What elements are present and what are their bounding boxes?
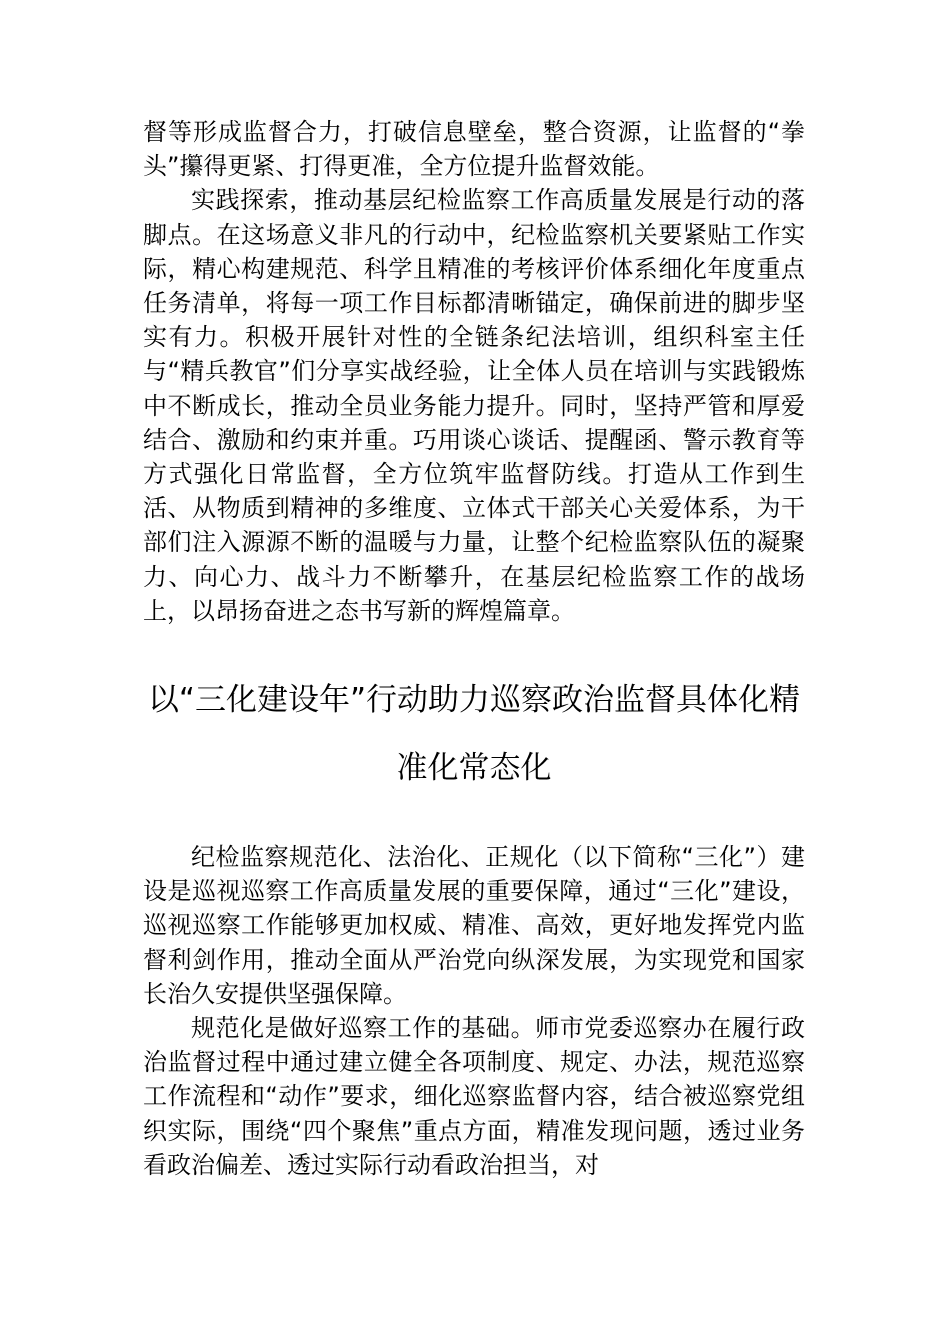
- article-heading-block: [143, 666, 805, 802]
- paragraph-supervision-synergy: 督等形成监督合力，打破信息壁垒，整合资源，让监督的“拳头”攥得更紧、打得更准，全方位提升监督效能。: [143, 118, 805, 181]
- article-continuation: [143, 115, 805, 628]
- document-page: [143, 115, 805, 1182]
- article-body: [143, 840, 805, 1182]
- paragraph-three-standardizations: 纪检监察规范化、法治化、正规化（以下简称“三化”）建设是巡视巡察工作高质量发展的重要保障，通过“三化”建设，巡视巡察工作能够更加权威、精准、高效，更好地发挥党内监督利剑作用，推动全面从严治党向纵深发展，为实现党和国家长治久安提供坚强保障。: [143, 843, 805, 1008]
- paragraph-practice-exploration: 实践探索，推动基层纪检监察工作高质量发展是行动的落脚点。在这场意义非凡的行动中，纪检监察机关要紧贴工作实际，精心构建规范、科学且精准的考核评价体系细化年度重点任务清单，将每一项工作目标都清晰锚定，确保前进的脚步坚实有力。积极开展针对性的全链条纪法培训，组织科室主任与“精兵教官”们分享实战经验，让全体人员在培训与实践锻炼中不断成长，推动全员业务能力提升。同时，坚持严管和厚爱结合、激励和约束并重。巧用谈心谈话、提醒函、警示教育等方式强化日常监督，全方位筑牢监督防线。打造从工作到生活、从物质到精神的多维度、立体式干部关心关爱体系，为干部们注入源源不断的温暖与力量，让整个纪检监察队伍的凝聚力、向心力、战斗力不断攀升，在基层纪检监察工作的战场上，以昂扬奋进之态书写新的辉煌篇章。: [143, 186, 805, 625]
- article-title: 以“三化建设年”行动助力巡察政治监督具体化精准化常态化: [147, 682, 801, 787]
- paragraph-standardization-basis: 规范化是做好巡察工作的基础。师市党委巡察办在履行政治监督过程中通过建立健全各项制度、规定、办法，规范巡察工作流程和“动作”要求，细化巡察监督内容，结合被巡察党组织实际，围绕“四个聚焦”重点方面，精准发现问题，透过业务看政治偏差、透过实际行动看政治担当，对: [143, 1014, 805, 1179]
